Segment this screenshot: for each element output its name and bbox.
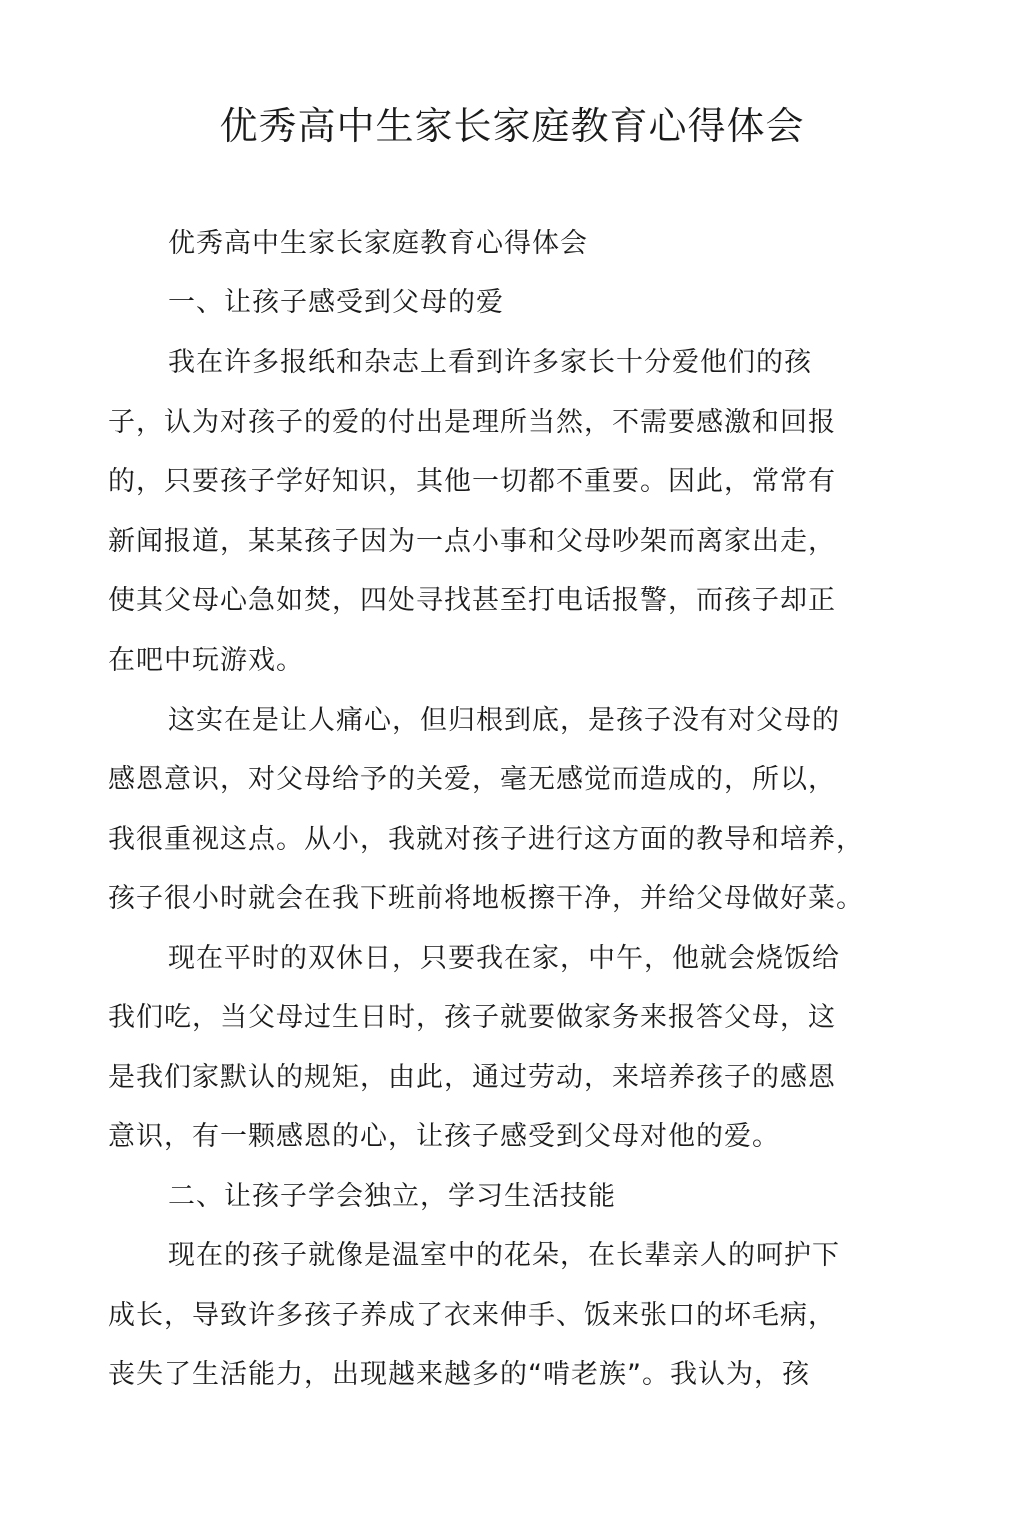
- body-line: 丧失了生活能力，出现越来越多的“啃老族”。我认为，孩: [108, 1359, 810, 1390]
- document-title: 优秀高中生家长家庭教育心得体会: [219, 104, 805, 148]
- body-line: 成长，导致许多孩子养成了衣来伸手、饭来张口的坏毛病，: [108, 1300, 836, 1331]
- body-line: 现在的孩子就像是温室中的花朵，在长辈亲人的呵护下: [168, 1240, 840, 1271]
- body-line: 是我们家默认的规矩，由此，通过劳动，来培养孩子的感恩: [108, 1062, 836, 1093]
- body-line: 我们吃，当父母过生日时，孩子就要做家务来报答父母，这: [108, 1002, 836, 1033]
- body-line: 这实在是让人痛心，但归根到底，是孩子没有对父母的: [168, 705, 840, 736]
- body-line: 现在平时的双休日，只要我在家，中午，他就会烧饭给: [168, 943, 840, 974]
- body-line: 一、让孩子感受到父母的爱: [168, 287, 504, 318]
- body-line: 孩子很小时就会在我下班前将地板擦干净，并给父母做好菜。: [108, 883, 864, 914]
- body-line: 在吧中玩游戏。: [108, 645, 304, 676]
- body-line: 使其父母心急如焚，四处寻找甚至打电话报警，而孩子却正: [108, 585, 836, 616]
- body-line: 我很重视这点。从小，我就对孩子进行这方面的教导和培养，: [108, 824, 864, 855]
- body-line: 我在许多报纸和杂志上看到许多家长十分爱他们的孩: [168, 347, 812, 378]
- body-line: 优秀高中生家长家庭教育心得体会: [168, 228, 588, 259]
- body-line: 意识，有一颗感恩的心，让孩子感受到父母对他的爱。: [108, 1121, 780, 1152]
- body-line: 二、让孩子学会独立，学习生活技能: [168, 1181, 616, 1212]
- body-line: 感恩意识，对父母给予的关爱，毫无感觉而造成的，所以，: [108, 764, 836, 795]
- body-line: 子，认为对孩子的爱的付出是理所当然，不需要感激和回报: [108, 407, 836, 438]
- body-line: 新闻报道，某某孩子因为一点小事和父母吵架而离家出走，: [108, 526, 836, 557]
- body-line: 的，只要孩子学好知识，其他一切都不重要。因此，常常有: [108, 466, 836, 497]
